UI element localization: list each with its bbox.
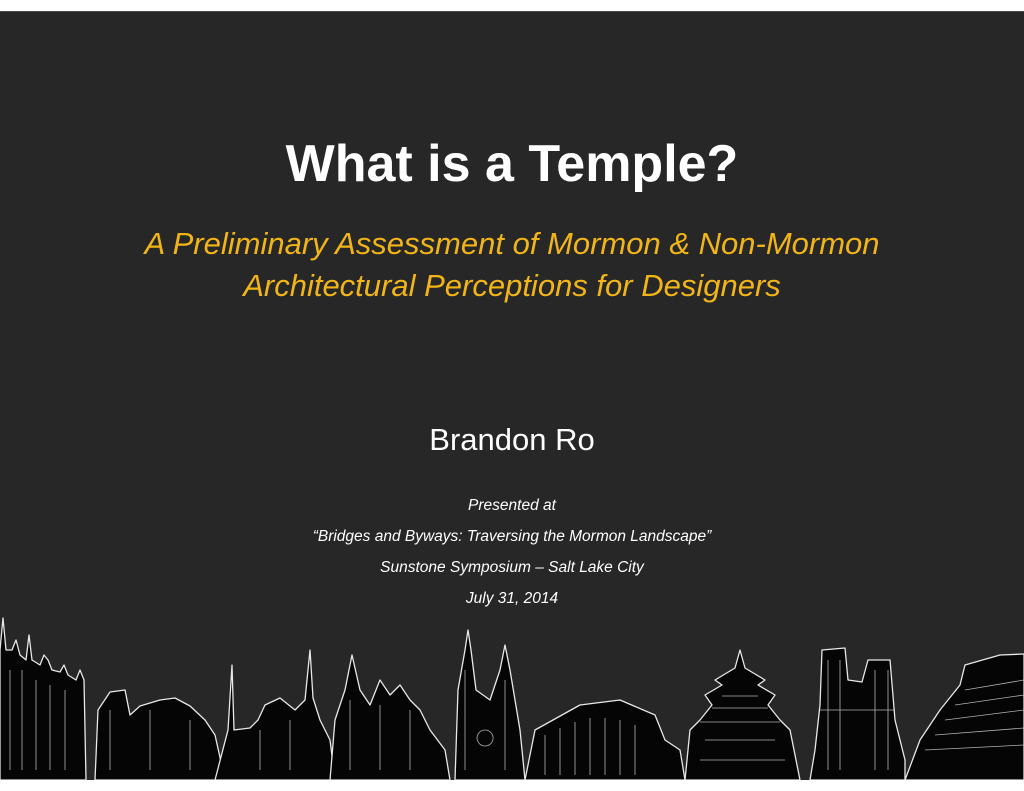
temple-of-heaven xyxy=(685,650,800,780)
event-name: “Bridges and Byways: Traversing the Mormon Landscape” xyxy=(312,528,712,545)
mosque-minarets xyxy=(215,650,335,780)
presentation-date: July 31, 2014 xyxy=(465,590,559,607)
ruins xyxy=(95,690,225,780)
venue: Sunstone Symposium – Salt Lake City xyxy=(380,559,644,576)
hindu-temple xyxy=(330,655,450,780)
temple-skyline-illustration xyxy=(0,610,1024,780)
author-name: Brandon Ro xyxy=(429,422,595,457)
mayan-pyramid xyxy=(905,654,1024,780)
notre-dame xyxy=(810,648,905,780)
cathedral-spires xyxy=(0,618,86,780)
presented-at-label: Presented at xyxy=(468,497,556,514)
slide-subtitle-line2: Architectural Perceptions for Designers xyxy=(243,268,781,303)
slide-title: What is a Temple? xyxy=(285,135,739,193)
title-slide xyxy=(0,11,1024,780)
gothic-towers xyxy=(455,630,525,780)
slide-subtitle-line1: A Preliminary Assessment of Mormon & Non-Mormon xyxy=(144,226,880,261)
